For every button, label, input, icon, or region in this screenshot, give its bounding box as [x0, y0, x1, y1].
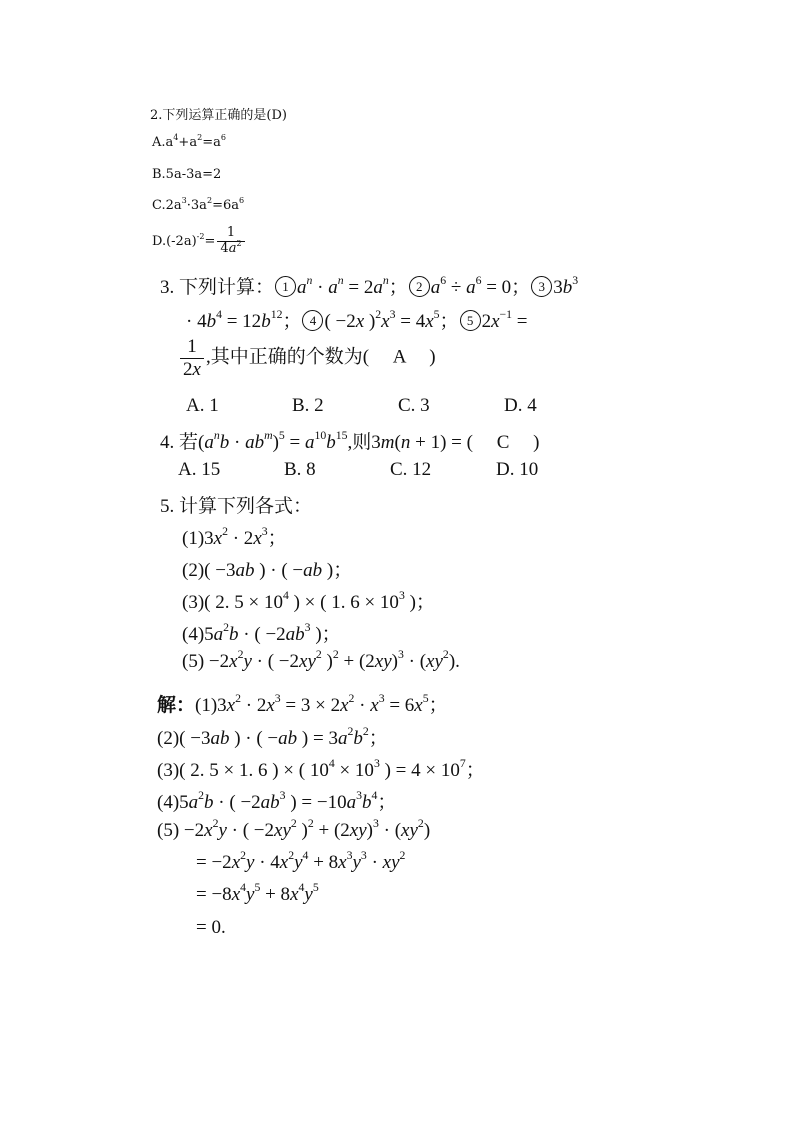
q5-part3: (3)( 2. $5 \times 10^4$ ) × ( 1. $6 \times 10^3$ )；: [182, 589, 435, 613]
q3-line1: 3. 下列计算： 1 $a^n \cdot a^n = 2a^n$； 2 $a^6 \div a^6 = 0$； 3 $3b^3$: [160, 274, 579, 298]
q5-part2: (2)( −3ab ) · ( −ab )；: [182, 560, 353, 581]
q5-part4: $(4)5a^2b$ · ( $-2ab^3$ )；: [182, 621, 341, 645]
q3-options: A. 1 B. 2 C. 3 D. 4: [186, 395, 537, 416]
q5-stem: 5. 计算下列各式：: [160, 496, 313, 517]
q2-option-b: B.5a-3a=2: [152, 167, 222, 182]
q3-line3: $\frac{1}{2x}$ ,其中正确的个数为( A ): [178, 336, 436, 381]
q4-stem: 4. 若$(a^nb \cdot ab^m)^5 = a^{10}b^{15}$,则3m(n + 1) = ( C ): [160, 429, 540, 453]
solution-line4: $(4)5a^2b$ · ( $-2ab^3$ ) = $-10a^3b^4$；: [157, 789, 397, 813]
solution-line6: = $-2x^2y \cdot 4x^2y^4 + 8x^3y^3 \cdot xy^2$: [196, 849, 406, 873]
q2-option-d: $D.(-2a)^{-2}=$ $\frac{1}{4a^2}$: [152, 226, 247, 257]
q5-part5: $(5) -2x^2y$ · ( $-2xy^2$ )$^2 + (2xy)^3 \cdot (xy^2)$.: [182, 648, 460, 672]
q2-option-c: $C.2a^3\cdot 3a^2=6a^6$: [152, 195, 245, 213]
q4-options: A. 15 B. 8 C. 12 D. 10: [178, 459, 539, 480]
q2-stem: 2.下列运算正确的是(D): [150, 108, 287, 123]
solution-line7: = $-8x^4y^5 + 8x^4y^5$: [196, 881, 319, 905]
solution-line2: (2)( −3ab ) · ( −ab ) = $3a^2b^2$；: [157, 725, 388, 749]
q3-line2: · $4b^4 = 12b^{12}$； 4 ( −2x )$^2x^3 = 4x^5$； 5 $2x^{-1}$ =: [186, 308, 528, 332]
solution-line5: $(5) -2x^2y$ · ( $-2xy^2$ )$^2 + (2xy)^3 \cdot (xy^2)$: [157, 817, 431, 841]
q2-fraction: $\frac{1}{4a^2}$: [217, 226, 244, 257]
q2-option-a: $A.a^4+a^2=a^6$: [152, 132, 226, 150]
solution-line8: = 0.: [196, 917, 226, 938]
q5-part1: $(1)3x^2 \cdot 2x^3$；: [182, 525, 287, 549]
solution-line1: 解：$(1)3x^2 \cdot 2x^3 = 3 \times 2x^2 \cdot x^3 = 6x^5$；: [157, 692, 448, 716]
solution-line3: (3)( 2. 5 × 1. 6 ) × ( $10^4 \times 10^3$ ) = $4 \times 10^7$；: [157, 757, 485, 781]
